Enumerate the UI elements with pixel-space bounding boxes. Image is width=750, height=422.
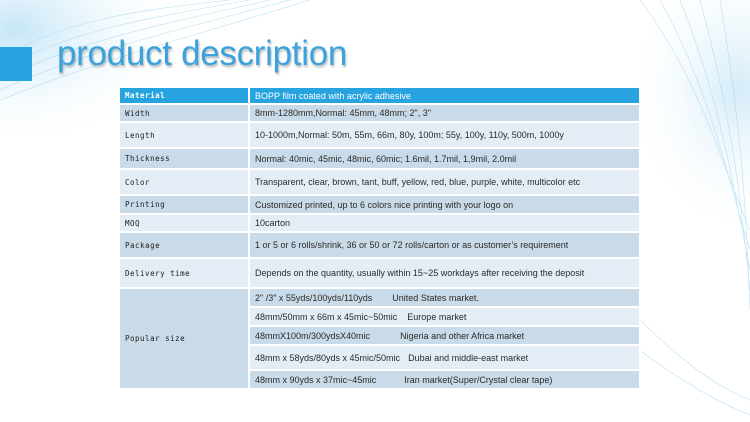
row-value: Transparent, clear, brown, tant, buff, yellow, red, blue, purple, white, multicolor etc bbox=[249, 169, 640, 195]
row-key: Popular size bbox=[120, 288, 249, 389]
row-value: BOPP film coated with acrylic adhesive bbox=[249, 88, 640, 104]
size-spec: 48mm/50mm x 66m x 45mic~50mic bbox=[255, 311, 398, 322]
row-key: Printing bbox=[120, 195, 249, 214]
row-key: Thickness bbox=[120, 148, 249, 169]
market-name: Dubai and middle-east market bbox=[408, 352, 529, 363]
table-row bbox=[120, 195, 640, 214]
market-name: United States market. bbox=[392, 292, 479, 303]
table-row bbox=[120, 122, 640, 148]
size-spec: 48mmX100m/300ydsX40mic bbox=[255, 330, 371, 341]
size-spec: 48mm x 90yds x 37mic~45mic bbox=[255, 374, 377, 385]
table-row bbox=[120, 169, 640, 195]
row-key: Color bbox=[120, 169, 249, 195]
popular-size-item bbox=[249, 345, 640, 370]
table-row bbox=[120, 148, 640, 169]
market-name: Iran market(Super/Crystal clear tape) bbox=[404, 374, 553, 385]
row-key: Length bbox=[120, 122, 249, 148]
title-accent-block bbox=[0, 47, 32, 81]
row-value: Normal: 40mic, 45mic, 48mic, 60mic; 1.6mil, 1.7mil, 1,9mil, 2.0mil bbox=[249, 148, 640, 169]
row-value: 8mm-1280mm,Normal: 45mm, 48mm; 2", 3" bbox=[249, 104, 640, 122]
page-title: product description bbox=[57, 34, 348, 73]
row-key: Width bbox=[120, 104, 249, 122]
spec-table bbox=[120, 88, 641, 390]
market-name: Europe market bbox=[407, 311, 467, 322]
row-value: 10-1000m,Normal: 50m, 55m, 66m, 80y, 100m; 55y, 100y, 110y, 500m, 1000y bbox=[249, 122, 640, 148]
popular-size-row bbox=[120, 288, 640, 307]
row-key: Package bbox=[120, 232, 249, 258]
size-spec: 48mm x 58yds/80yds x 45mic/50mic bbox=[255, 352, 401, 363]
row-value: Depends on the quantity, usually within 15~25 workdays after receiving the deposit bbox=[249, 258, 640, 288]
size-spec: 2" /3" x 55yds/100yds/110yds bbox=[255, 292, 373, 303]
row-key: Delivery time bbox=[120, 258, 249, 288]
popular-size-item bbox=[249, 307, 640, 326]
row-value: 10carton bbox=[249, 214, 640, 232]
market-name: Nigeria and other Africa market bbox=[400, 330, 525, 341]
popular-size-item bbox=[249, 326, 640, 345]
row-key: MOQ bbox=[120, 214, 249, 232]
table-row bbox=[120, 232, 640, 258]
popular-size-item bbox=[249, 288, 640, 307]
row-value: Customized printed, up to 6 colors nice printing with your logo on bbox=[249, 195, 640, 214]
row-value: 1 or 5 or 6 rolls/shrink, 36 or 50 or 72 rolls/carton or as customer’s requirement bbox=[249, 232, 640, 258]
table-row bbox=[120, 214, 640, 232]
row-key: Material bbox=[120, 88, 249, 104]
table-header-row bbox=[120, 88, 640, 104]
table-row bbox=[120, 104, 640, 122]
popular-size-item bbox=[249, 370, 640, 389]
table-row bbox=[120, 258, 640, 288]
